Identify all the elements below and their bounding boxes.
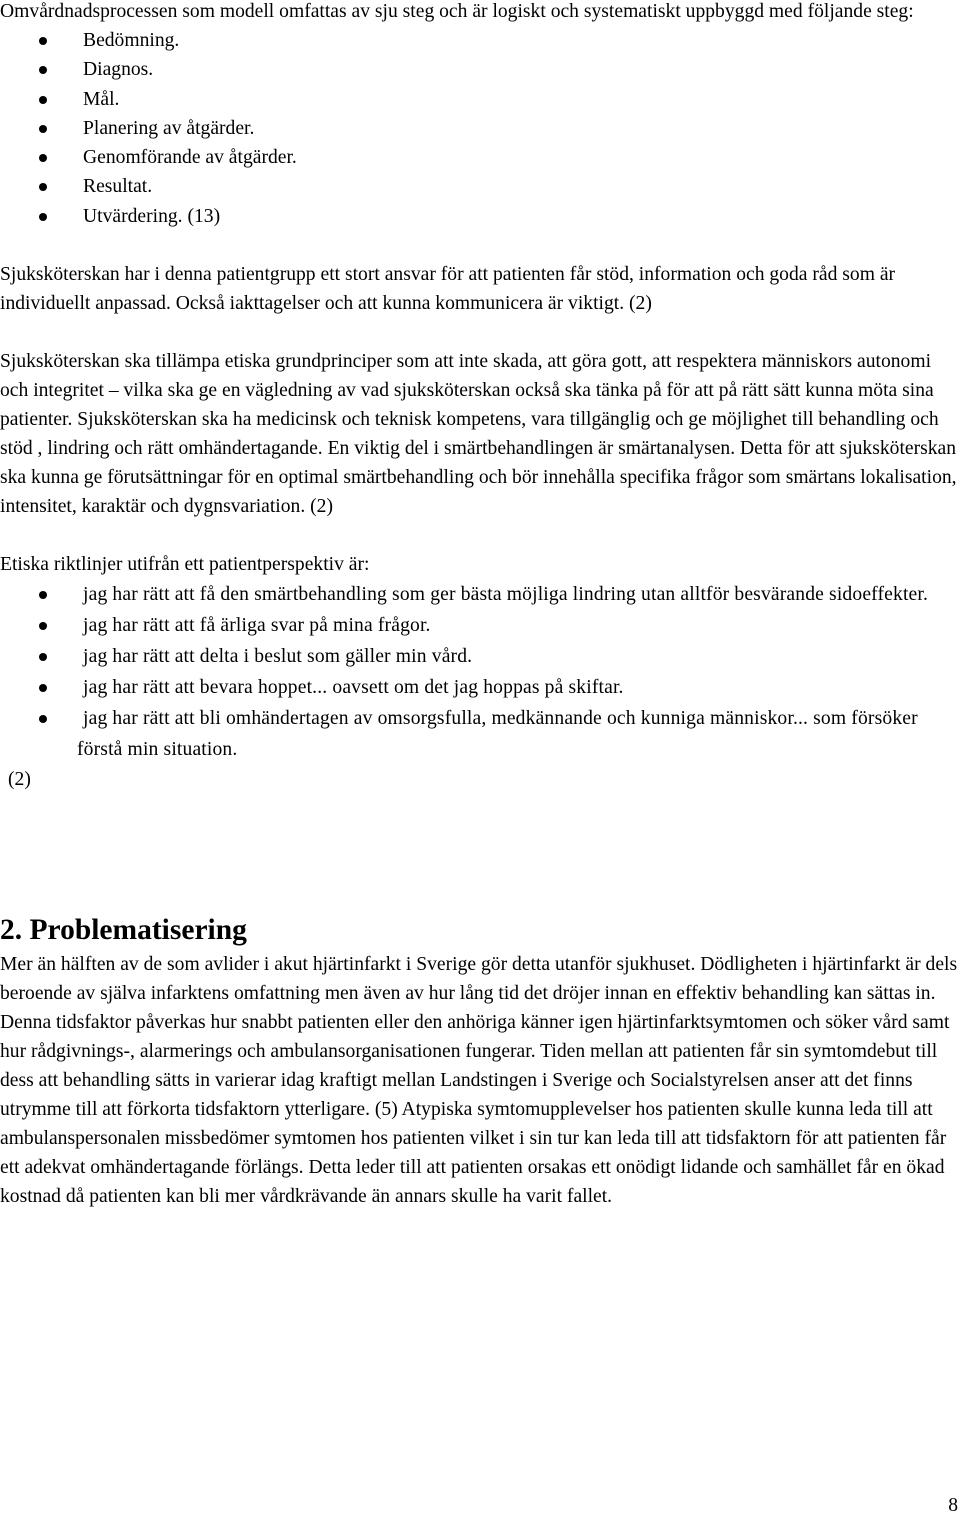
bullet-icon: [39, 154, 47, 162]
list-item: [0, 26, 960, 55]
list-item: [0, 172, 960, 201]
ethics-paragraph: Sjuksköterskan ska tillämpa etiska grundprinciper som att inte skada, att göra gott, att respektera människors autonomi och integritet – vilka ska ge en vägledning av vad sjuksköterskan också ska tänka på för att på rätt sätt kunna möta sina patienter. Sjuksköterskan ska ha medicinsk och teknisk kompetens, vara tillgänglig och ge möjlighet till behandling och stöd , lindring och rätt omhändertagande. En viktig del i smärtbehandlingen är smärtanalysen. Detta för att sjuksköterskan ska kunna ge förutsättningar för en optimal smärtbehandling och bör innehålla specifika frågor som smärtans lokalisation, intensitet, karaktär och dygnsvariation. (2): [0, 351, 957, 518]
list-item: [0, 114, 960, 143]
step-label: Mål.: [83, 88, 120, 110]
step-label: Genomförande av åtgärder.: [83, 147, 297, 169]
right-text: jag har rätt att delta i beslut som gäller min vård.: [83, 646, 473, 668]
list-item: [0, 672, 960, 703]
bullet-icon: [39, 183, 47, 191]
list-item: [0, 85, 960, 114]
bullet-icon: [39, 66, 47, 74]
step-label: Resultat.: [83, 176, 153, 198]
list-item: [0, 202, 960, 231]
guidelines-citation: (2): [8, 769, 31, 791]
list-item: [0, 703, 960, 765]
bullet-icon: [39, 715, 47, 723]
list-item: [0, 579, 960, 610]
bullet-icon: [39, 653, 47, 661]
page-number: 8: [948, 1495, 958, 1516]
guidelines-intro: Etiska riktlinjer utifrån ett patientperspektiv är:: [0, 554, 370, 576]
bullet-icon: [39, 96, 47, 104]
bullet-icon: [39, 622, 47, 630]
bullet-icon: [39, 125, 47, 133]
bullet-icon: [39, 213, 47, 221]
step-label: Utvärdering. (13): [83, 205, 221, 227]
bullet-icon: [39, 684, 47, 692]
list-item: [0, 610, 960, 641]
bullet-icon: [39, 591, 47, 599]
list-item: [0, 641, 960, 672]
right-text: jag har rätt att få den smärtbehandling som ger bästa möjliga lindring utan alltför besvärande sidoeffekter.: [83, 584, 929, 606]
spacer: [0, 794, 960, 912]
right-text: jag har rätt att få ärliga svar på mina frågor.: [83, 615, 431, 637]
list-item: [0, 143, 960, 172]
step-label: Diagnos.: [83, 59, 154, 81]
step-label: Bedömning.: [83, 30, 180, 51]
intro-paragraph: Omvårdnadsprocessen som modell omfattas av sju steg och är logiskt och systematiskt uppbyggd med följande steg:: [0, 1, 914, 22]
spacer: [0, 521, 960, 550]
right-text: jag har rätt att bli omhändertagen av omsorgsfulla, medkännande och kunniga människor... som försöker förstå min situation.: [77, 708, 918, 761]
problematisering-paragraph: Mer än hälften av de som avlider i akut hjärtinfarkt i Sverige gör detta utanför sjukhuset. Dödligheten i hjärtinfarkt är dels beroende av själva infarktens omfattning men även av hur lång tid det dröjer innan en effektiv behandling kan sättas in. Denna tidsfaktor påverkas hur snabbt patienten eller den anhöriga känner igen hjärtinfarktsymtomen och söker vård samt hur rådgivnings-, alarmerings och ambulansorganisationen fungerar. Tiden mellan att patienten får sin symtomdebut till dess att behandling sätts in varierar idag kraftigt mellan Landstingen i Sverige och Socialstyrelsen anser att det finns utrymme till att förkorta tidsfaktorn ytterligare. (5) Atypiska symtomupplevelser hos patienten skulle kunna leda till att ambulanspersonalen missbedömer symtomen hos patienten vilket i sin tur kan leda till att tidsfaktorn för att patienten får ett adekvat omhändertagande förlängs. Detta leder till att patienten orsakas ett onödigt lidande och samhället får en ökad kostnad då patienten kan bli mer vårdkrävande än annars skulle ha varit fallet.: [0, 954, 958, 1208]
section-heading: 2. Problematisering: [0, 914, 247, 947]
spacer: [0, 318, 960, 347]
step-label: Planering av åtgärder.: [83, 117, 255, 139]
bullet-icon: [39, 37, 47, 45]
process-steps-list: [0, 26, 960, 231]
responsibility-paragraph: Sjuksköterskan har i denna patientgrupp ett stort ansvar för att patienten får stöd, information och goda råd som är individuellt anpassad. Också iakttagelser och att kunna kommunicera är viktigt. (2): [0, 264, 896, 315]
spacer: [0, 231, 960, 260]
list-item: [0, 55, 960, 84]
patient-rights-list: [0, 579, 960, 765]
right-text: jag har rätt att bevara hoppet... oavsett om det jag hoppas på skiftar.: [83, 677, 624, 699]
